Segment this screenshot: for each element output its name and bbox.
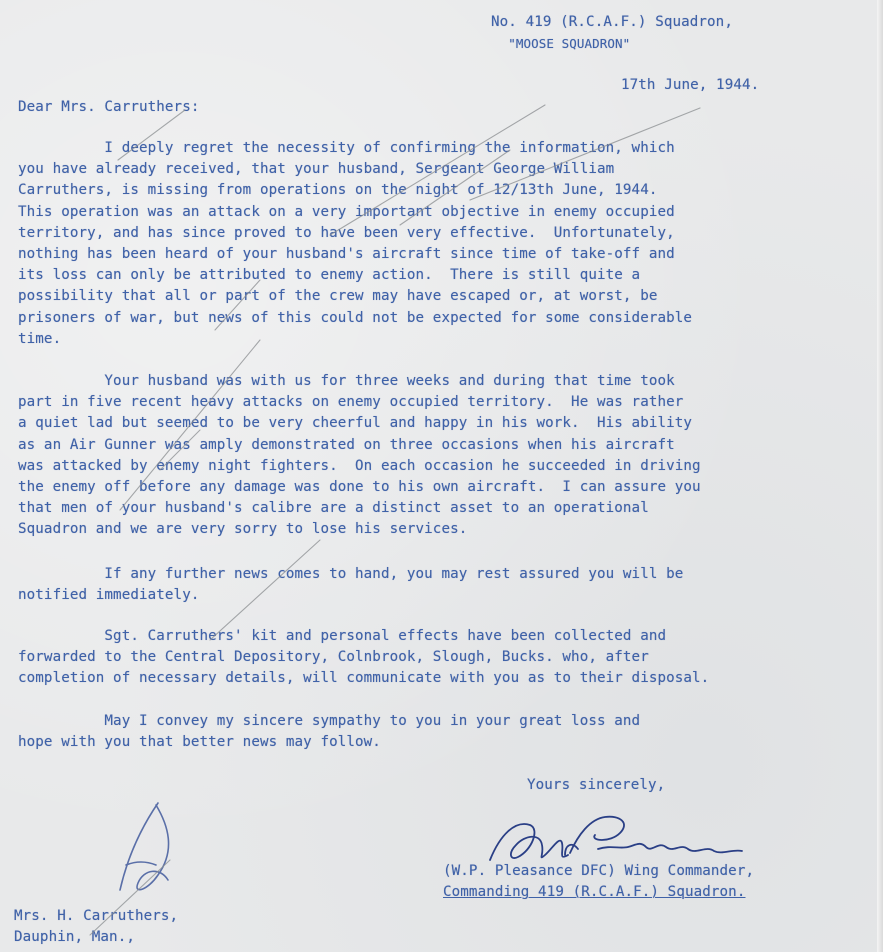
letterhead-squadron: No. 419 (R.C.A.F.) Squadron, (491, 14, 733, 30)
paragraph-1: I deeply regret the necessity of confirming the information, which you have already received, that your husband, Sergeant George William Carruthers, is missing from operations on the night of 12/13th June, 1944. This operation was an attack on a very important objective in enemy occupied territory, and has since proved to have been very effective. Unfortunately, nothing has been heard of your husband's aircraft since time of take-off and its loss can only be attributed to enemy action. There is still quite a possibility that all or part of the crew may have escaped or, at worst, be prisoners of war, but news of this could not be expected for some considerable time. (18, 140, 693, 347)
signatory-command: Commanding 419 (R.C.A.F.) Squadron. (443, 884, 746, 901)
letterhead (491, 12, 733, 55)
addressee-location: Dauphin, Man., (14, 929, 135, 946)
page-edge (877, 0, 883, 952)
signatory-name-rank: (W.P. Pleasance DFC) Wing Commander, (443, 863, 755, 879)
letter-date: 17th June, 1944. (621, 77, 760, 93)
paragraph-3: If any further news comes to hand, you may rest assured you will be notified immediately. (18, 566, 684, 604)
letterhead-nickname: "MOOSE SQUADRON" (508, 36, 631, 52)
paragraph-2: Your husband was with us for three weeks and during that time took part in five recent heavy attacks on enemy occupied territory. He was rather a quiet lad but seemed to be very cheerful and happy in his work. His ability as an Air Gunner was amply demonstrated on three occasions when his aircraft was attacked by enemy night fighters. On each occasion he succeeded in driving the enemy off before any damage was done to his own aircraft. I can assure you that men of your husband's calibre are a distinct asset to an operational Squadron and we are very sorry to lose his services. (18, 373, 701, 538)
handwritten-initials (98, 795, 188, 915)
closing: Yours sincerely, (527, 777, 666, 793)
paragraph-4: Sgt. Carruthers' kit and personal effects have been collected and forwarded to the Central Depository, Colnbrook, Slough, Bucks. who, after completion of necessary details, will communicate with you as to their disposal. (18, 628, 710, 687)
addressee-name: Mrs. H. Carruthers, (14, 908, 179, 924)
addressee-block (14, 906, 178, 948)
paragraph-5: May I convey my sincere sympathy to you in your great loss and hope with you that better news may follow. (18, 713, 641, 751)
signature-block (443, 861, 754, 903)
salutation: Dear Mrs. Carruthers: (18, 99, 200, 115)
